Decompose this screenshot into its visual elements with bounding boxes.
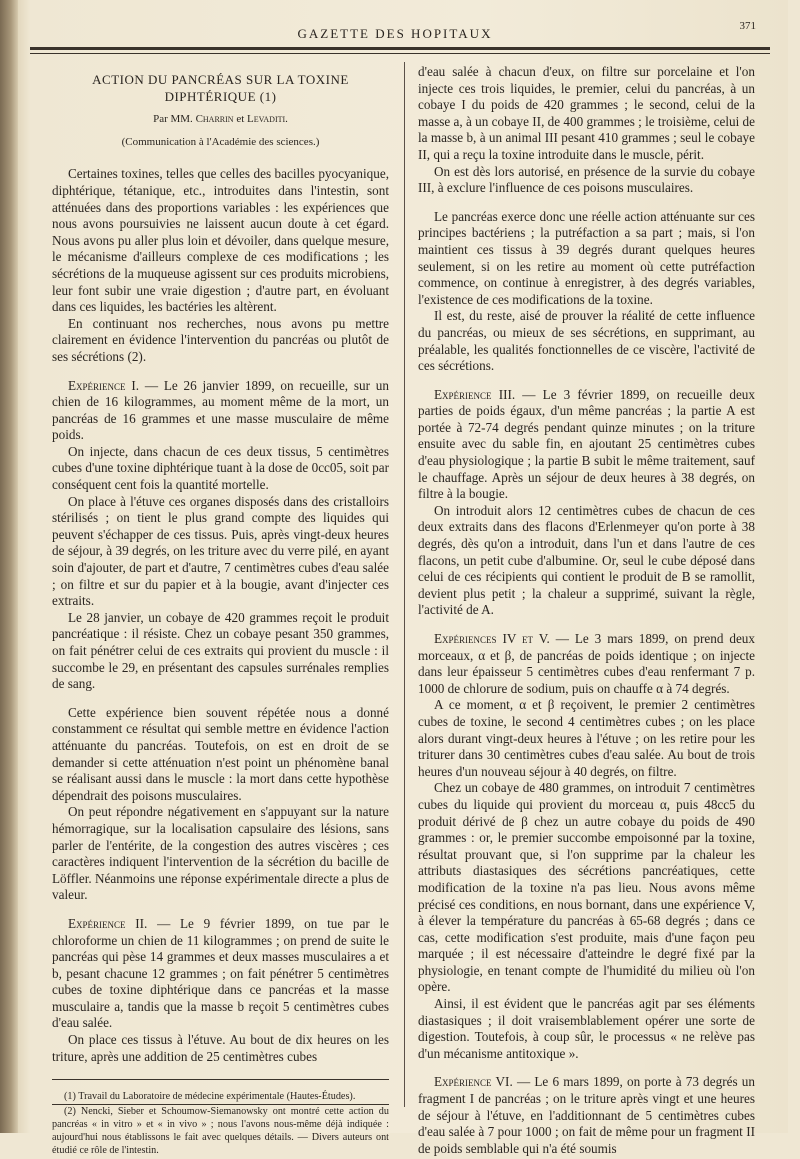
article-title: ACTION DU PANCRÉAS SUR LA TOXINE DIPHTÉRIQUE (1) <box>92 72 349 104</box>
paragraph: Il est, du reste, aisé de prouver la réalité de cette influence du pancréas, ou mieux de ses sécrétions, en supprimant, au préalable, les qualités fonctionnelles de ce viscère, l'activité de ces sécrétions. <box>418 308 755 374</box>
paragraph: On injecte, dans chacun de ces deux tissus, 5 centimètres cubes d'une toxine diphtérique tuant à la dose de 0cc05, soit par conséquent cent fois la quantité mortelle. <box>52 443 389 493</box>
experiment-text: — Le 9 février 1899, on tue par le chloroforme un chien de 11 kilogrammes ; on prend de suite le pancréas qui pèse 14 grammes et deux masses musculaires a et b, pesant chacune 12 grammes ; on fait pénétrer 5 centimètres cubes de toxine diphtérique dans ce pancréas et la masse musculaire a, tandis que la masse b reçoit 5 centimètres cubes d'eau salée. <box>52 915 389 1031</box>
left-column <box>52 64 389 1159</box>
footnote: (2) Nencki, Sieber et Schoumow-Siemanowsky ont montré cette action du pancréas « in vitro » et « in vivo » ; nous l'avons nous-même déjà indiquée : aujourd'hui nous établissons le fait avec quelques détails. — Divers auteurs ont étudié ce rôle de l'intestin. <box>52 1106 389 1157</box>
experiment-paragraph <box>52 378 389 444</box>
page-number: 371 <box>739 20 756 32</box>
footnote-rule <box>52 1079 389 1080</box>
paragraph: En continuant nos recherches, nous avons pu mettre clairement en évidence l'intervention du pancréas ou plutôt de ses sécrétions (2). <box>52 315 389 364</box>
experiment-paragraph <box>52 916 389 1032</box>
journal-title: GAZETTE DES HOPITAUX <box>297 26 493 41</box>
paragraph: Ainsi, il est évident que le pancréas agit par ses éléments diastasiques ; il doit vraisemblablement opérer une sorte de digestion. Toutefois, à coup sûr, le processus « ne relève pas d'un mécanisme antitoxique ». <box>418 996 755 1061</box>
paragraph: Cette expérience bien souvent répétée nous a donné constamment ce résultat qui semble mettre en évidence l'action atténuante du pancréas. Toutefois, on est en droit de se demander si cette atténuation n'est point un phénomène banal se réalisant aussi dans le muscle : la mort dans cette hypothèse dépendrait des poisons musculaires. <box>52 704 389 803</box>
paragraph: On peut répondre négativement en s'appuyant sur la nature hémorragique, sur la localisation capsulaire des lésions, sans parler de l'entérite, de la congestion des autres viscères ; ces caractères indiquent l'intervention de la sécrétion du bacille de Löffler. Néanmoins une réponse expérimentale directe a plus de valeur. <box>52 804 390 903</box>
experiment-paragraph <box>418 631 755 697</box>
experiment-text: — Le 3 mars 1899, on prend deux morceaux, α et β, de pancréas de poids identique ; on injecte dans leur épaisseur 5 centimètres cubes d'eau renfermant 7 p. 1000 de chlorure de sodium, puis on chauffe α à 74 degrés. <box>418 631 755 696</box>
experiment-text: — Le 26 janvier 1899, on recueille, sur un chien de 16 kilogrammes, au moment même de la mort, un pancréas de 16 grammes et une masse musculaire de même poids. <box>52 377 389 443</box>
header-rule-thin <box>30 53 770 54</box>
paragraph: A ce moment, α et β reçoivent, le premier 2 centimètres cubes de toxine, le second 4 centimètres cubes ; on les place alors durant vingt-deux heures à l'étuve ; on les retire pour les triturer dans 30 centimètres cubes d'eau salée. Au bout de trois heures d'un nouveau séjour à 40 degrés, on filtre. <box>418 697 755 779</box>
footnote: (1) Travail du Laboratoire de médecine expérimentale (Hautes-Études). <box>64 1091 356 1103</box>
paragraph: Certaines toxines, telles que celles des bacilles pyocyanique, diphtérique, tétanique, etc., introduites dans l'intestin, sont atténuées dans des proportions variables : les expériences que nous avons poursuivies ne laissent aucun doute à cet égard. Nous avons pu aller plus loin et dévoiler, dans quelque mesure, le mécanisme d'ailleurs complexe de ces modifications ; les sécrétions de la muqueuse agissent sur ces produits microbiens, leur font subir une vraie digestion ; d'autre part, en évoluant dans ces liquides, les bactéries les altèrent. <box>52 166 389 315</box>
paragraph: On est dès lors autorisé, en présence de la survie du cobaye III, à exclure l'influence de ces poisons musculaires. <box>418 163 755 196</box>
right-column <box>418 64 755 1157</box>
paragraph: On place ces tissus à l'étuve. Au bout de dix heures on les triture, après une addition de 25 centimètres cubes <box>52 1032 389 1064</box>
experiment-text: — Le 3 février 1899, on recueille deux parties de poids égaux, d'un même pancréas ; la partie A est portée à 72-74 degrés pendant quinze minutes ; on la triture ensuite avec du sable fin, en ajoutant 25 centimètres cubes d'eau physiologique ; la partie B subit le même traitement, sauf le chauffage. Après un séjour de deux heures à 38 degrés, on filtre à la bougie. <box>418 386 755 502</box>
experiment-text: — Le 6 mars 1899, on porte à 73 degrés un fragment I de pancréas ; on le triture après vingt et une heures de séjour à l'étuve, en l'additionnant de 5 centimètres cubes d'eau salée à 7 pour 1000 ; on fait de même pour un fragment II de poids semblable qui n'a été soumis <box>418 1074 755 1156</box>
paragraph: Le pancréas exerce donc une réelle action atténuante sur ces principes bactériens ; la putréfaction a sa part ; mais, si l'on maintient ces tissus à 39 degrés durant quelques heures seulement, si on les retire au moment où cette putréfaction commence, on continue à enregistrer, à des degrés variables, l'existence de ces modifications de la toxine. <box>418 208 755 307</box>
experiment-label: Expérience III. <box>434 386 516 402</box>
footnotes <box>52 1090 389 1157</box>
paragraph: d'eau salée à chacun d'eux, on filtre sur porcelaine et l'on injecte ces trois liquides, le premier, celui du pancréas, à un cobaye I du poids de 420 grammes ; le second, celui de la masse a, à un cobaye II, de 400 grammes ; le troisième, celui de la masse b, à un animal III pesant 410 grammes ; seul le cobaye II, qui a reçu la toxine introduite dans le muscle, périt. <box>418 64 755 162</box>
experiment-paragraph <box>418 387 755 503</box>
byline <box>52 111 389 128</box>
paragraph: Chez un cobaye de 480 grammes, on introduit 7 centimètres cubes du liquide qui provient du morceau α, puis 48cc5 du produit dérivé de β chez un autre cobaye du poids de 490 grammes : or, le premier succombe empoisonné par la toxine, résultat prouvant que, si l'on supprime par la chaleur les attributs diastasiques des sécrétions pancréatiques, cette modification de la toxine n'a pas lieu. Nous avons même précisé ces conditions, en nous bornant, dans une expérience V, à élever la température du pancréas à 65-68 degrés ; dans ce cas, cette modification s'est produite, mais d'une façon peu marquée ; il est nécessaire d'atteindre le degré fixé par la physiologie, en tenant compte de l'humidité du milieu où l'on opère. <box>418 780 755 995</box>
page-header <box>30 20 760 50</box>
experiment-label: Expérience I. <box>68 377 140 393</box>
bottom-rule <box>52 1104 389 1105</box>
byline-conjunction: et <box>236 113 245 126</box>
author-name: Charrin <box>195 113 234 126</box>
communication-note: (Communication à l'Académie des sciences.) <box>121 135 320 148</box>
paragraph: On place à l'étuve ces organes disposés dans des cristalloirs stérilisés ; on tient le plus grand compte des liquides qui peuvent s'échapper de ces tissus. Puis, après vingt-deux heures de séjour, à 39 degrés, on les triture avec du verre pilé, en ayant soin d'ajouter, de part et d'autre, 7 centimètres cubes d'eau salée ; on filtre et sur du papier et à la bougie, avant d'injecter ces extraits. <box>52 493 389 609</box>
experiment-label: Expérience VI. <box>434 1074 513 1090</box>
paragraph: On introduit alors 12 centimètres cubes de chacun de ces deux extraits dans des flacons d'Erlenmeyer qu'on porte à 38 degrés, dès qu'on a introduit, dans l'un et dans l'autre de ces flacons, un petit cube d'albumine. Or, seul le cube déposé dans celui de ces récipients qui contient le produit de B se ramollit, devient plus petit ; la chaleur a supprimé, suivant la règle, l'activité de A. <box>418 502 755 618</box>
column-divider <box>404 62 405 1107</box>
byline-prefix: Par MM. <box>153 113 193 126</box>
page-binding-edge <box>0 0 18 1133</box>
experiment-paragraph <box>418 1074 755 1157</box>
header-rule-thick <box>30 47 770 50</box>
experiment-label: Expériences IV et V. <box>434 631 550 646</box>
author-name: Levaditi. <box>247 113 288 126</box>
paragraph: Le 28 janvier, un cobaye de 420 grammes reçoit le produit pancréatique : il résiste. Chez un cobaye pesant 350 grammes, on fait pénétrer celui de ces extraits qui provient du muscle : il succombe le 29, en présentant des capsules surrénales remplies de sang. <box>52 609 389 692</box>
experiment-label: Expérience II. <box>68 915 148 931</box>
